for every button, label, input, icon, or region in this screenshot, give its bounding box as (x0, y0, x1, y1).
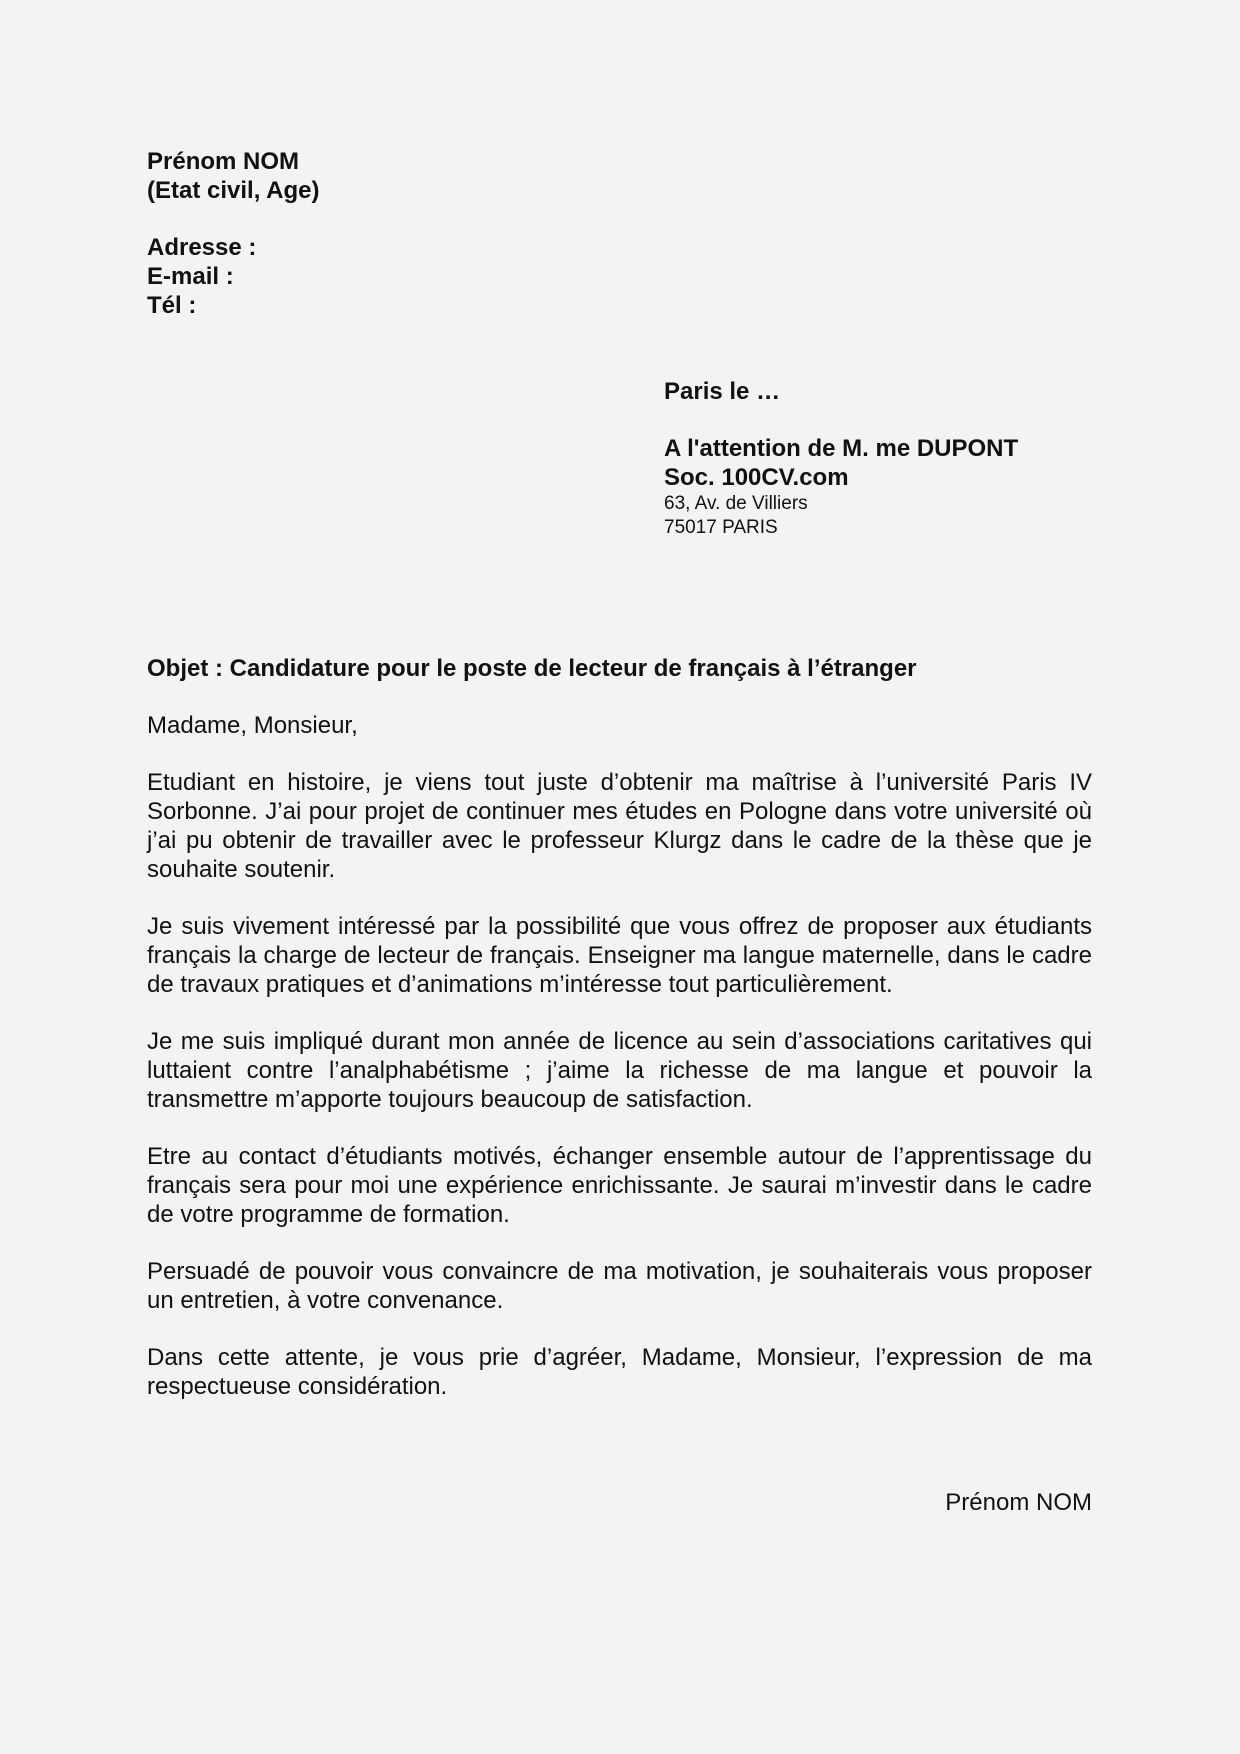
recipient-street: 63, Av. de Villiers (664, 493, 808, 514)
letter-body (147, 654, 1092, 1429)
sender-address-label: Adresse : (147, 234, 257, 261)
recipient-attention: A l'attention de M. me DUPONT (664, 435, 1019, 462)
letter-salutation: Madame, Monsieur, (147, 712, 358, 739)
paragraph-6: Dans cette attente, je vous prie d’agréer, Madame, Monsieur, l’expression de ma respectueuse considération. (147, 1344, 1092, 1400)
spacer (147, 205, 319, 233)
paragraph-1: Etudiant en histoire, je viens tout juste d’obtenir ma maîtrise à l’université Paris IV Sorbonne. J’ai pour projet de continuer mes études en Pologne dans votre université où j’ai pu obtenir de travailler avec le professeur Klurgz dans le cadre de la thèse que je souhaite soutenir. (147, 769, 1092, 883)
sender-phone-label: Tél : (147, 292, 197, 319)
sender-name: Prénom NOM (147, 148, 300, 175)
recipient-company: Soc. 100CV.com (664, 464, 849, 491)
recipient-city: 75017 PARIS (664, 517, 778, 538)
paragraph-2: Je suis vivement intéressé par la possibilité que vous offrez de proposer aux étudiants français la charge de lecteur de français. Enseigner ma langue maternelle, dans le cadre de travaux pratiques et d’animations m’intéresse tout particulièrement. (147, 913, 1092, 998)
paragraph-4: Etre au contact d’étudiants motivés, échanger ensemble autour de l’apprentissage du français sera pour moi une expérience enrichissante. Je saurai m’investir dans le cadre de votre programme de formation. (147, 1143, 1092, 1228)
letter-signature: Prénom NOM (945, 1489, 1092, 1516)
paragraph-5: Persuadé de pouvoir vous convaincre de ma motivation, je souhaiterais vous proposer un entretien, à votre convenance. (147, 1258, 1092, 1314)
sender-block (147, 147, 319, 320)
sender-civil-status: (Etat civil, Age) (147, 177, 320, 204)
letter-subject: Objet : Candidature pour le poste de lecteur de français à l’étranger (147, 655, 917, 682)
recipient-block (664, 377, 1018, 540)
sender-email-label: E-mail : (147, 263, 234, 290)
paragraph-3: Je me suis impliqué durant mon année de licence au sein d’associations caritatives qui luttaient contre l’analphabétisme ; j’aime la richesse de ma langue et pouvoir la transmettre m’apporte toujours beaucoup de satisfaction. (147, 1028, 1092, 1113)
letter-date: Paris le … (664, 378, 781, 405)
